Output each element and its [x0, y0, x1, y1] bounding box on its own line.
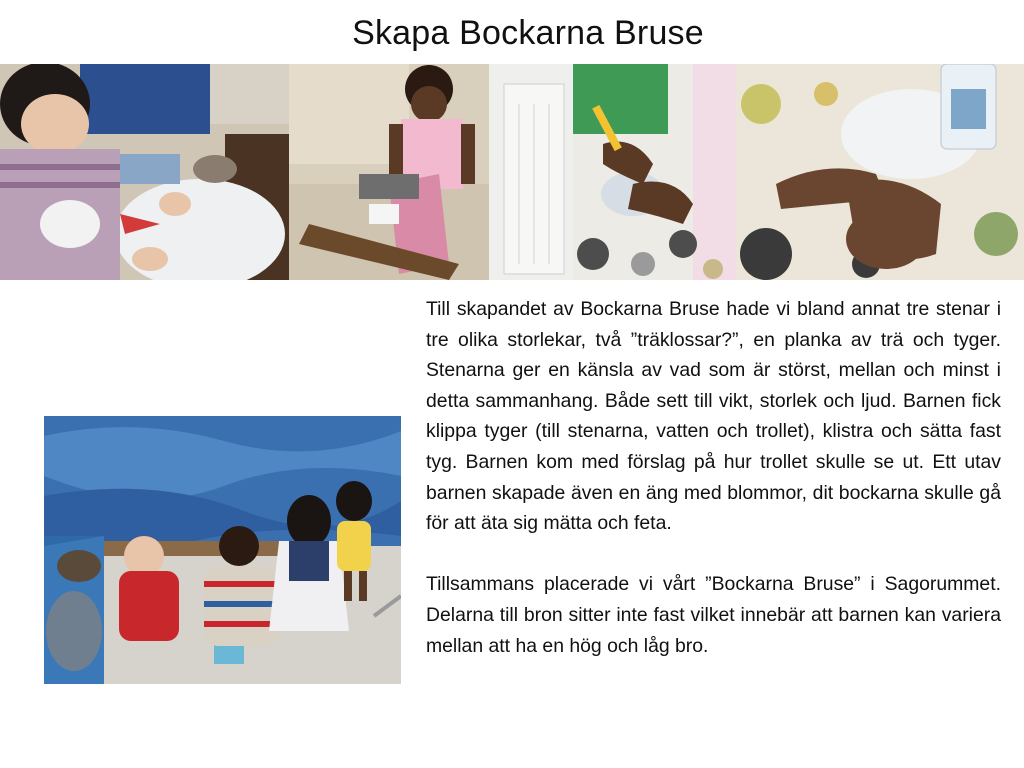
photo-hands-pressing-fabric	[736, 64, 1024, 280]
photo-child-pink-fabric	[289, 64, 573, 280]
photo-child-cutting-fabric	[0, 64, 289, 280]
photo-hands-gluing	[573, 64, 736, 280]
body-text	[426, 294, 1001, 661]
paragraph-placement: Tillsammans placerade vi vårt ”Bockarna Bruse” i Sagorummet. Delarna till bron sitter inte fast vilket innebär att barnen kan variera mellan att ha en hög och låg bro.	[426, 573, 1001, 657]
slide-title: Skapa Bockarna Bruse	[352, 14, 704, 52]
photo-children-at-backdrop	[44, 416, 401, 684]
paragraph-materials: Till skapandet av Bockarna Bruse hade vi bland annat tre stenar i tre olika storlekar, två ”träklossar?”, en planka av trä och tyger. Stenarna ger en känsla av vad som är störst, mellan och minst i detta sammanhang. Både sett till vikt, storlek och ljud. Barnen fick klippa tyger (till stenarna, vatten och trollet), klistra och sätta fast tyg. Barnen kom med förslag på hur trollet skulle se ut. Ett utav barnen skapade även en äng med blommor, dit bockarna skulle gå för att äta sig mätta och feta.	[426, 298, 1001, 535]
